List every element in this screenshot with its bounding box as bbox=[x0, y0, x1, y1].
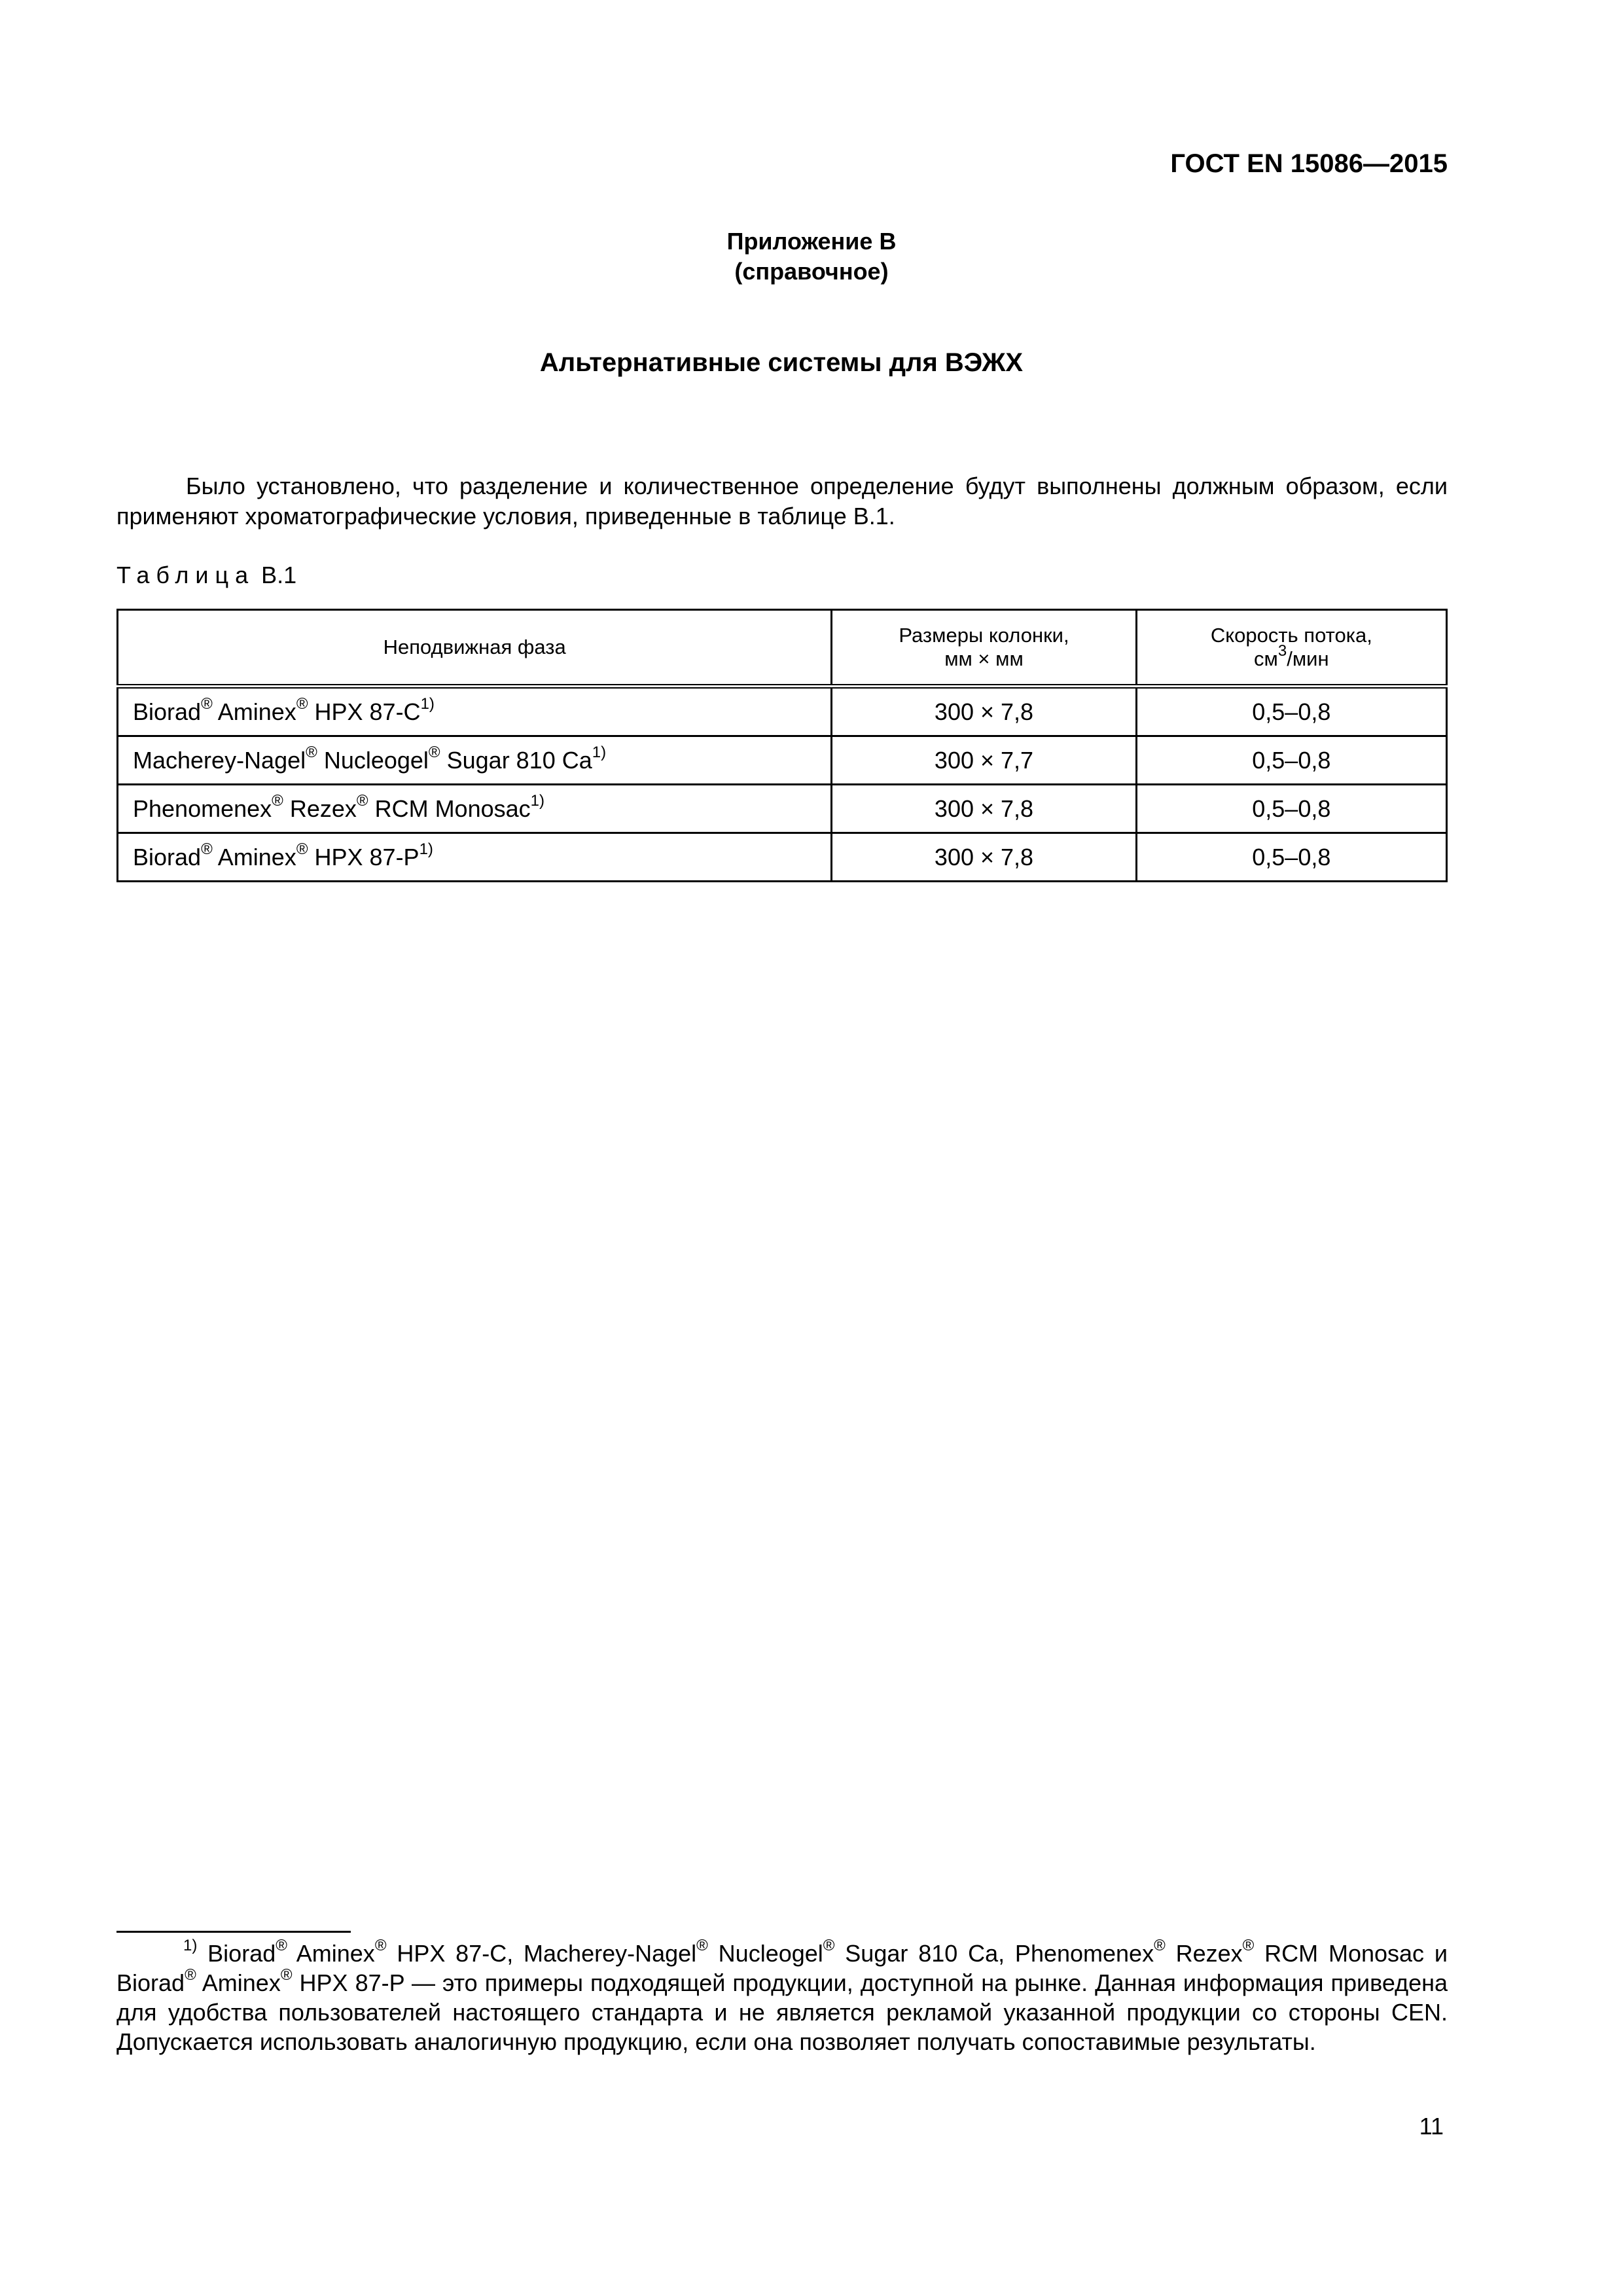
cell-column-dimensions: 300 × 7,7 bbox=[832, 736, 1136, 785]
cell-flow-rate: 0,5–0,8 bbox=[1136, 736, 1446, 785]
header-stationary-phase: Неподвижная фаза bbox=[118, 610, 832, 687]
header-column-dimensions: Размеры колонки, мм × мм bbox=[832, 610, 1136, 687]
footnote: $^{1)}$ Biorad® Aminex® HPX 87-C, Macherey-Nagel® Nucleogel® Sugar 810 Ca, Phenomenex® Rezex® RCM Monosac и Biorad® Aminex® HPX 87-P — это примеры подходящей продукции, доступной на рынке. Данная информация приведена для удобства пользователей настоящего стандарта и не является рекламой указанной продукции со стороны CEN. Допускается использовать аналогичную продукцию, если она позволяет получать сопоставимые результаты. bbox=[116, 1937, 1448, 2055]
cell-stationary-phase: Macherey-Nagel® Nucleogel® Sugar 810 Ca$^{1)}$ bbox=[118, 736, 832, 785]
cell-column-dimensions: 300 × 7,8 bbox=[832, 785, 1136, 833]
table-row bbox=[118, 785, 1447, 833]
cell-stationary-phase: Biorad® Aminex® HPX $87-P^{1)}$ bbox=[118, 833, 832, 882]
annex-title-line2: (справочное) bbox=[734, 258, 889, 285]
table-header-row bbox=[118, 610, 1447, 687]
annex-title-line1: Приложение В bbox=[726, 228, 897, 255]
section-title: Альтернативные системы для ВЭЖХ bbox=[539, 348, 1024, 377]
footnote-marker: 1) bbox=[183, 1937, 198, 1954]
annex-heading bbox=[0, 226, 1623, 287]
cell-flow-rate: 0,5–0,8 bbox=[1136, 833, 1446, 882]
table-row bbox=[118, 687, 1447, 736]
cell-stationary-phase: Phenomenex® Rezex® RCM Monosac$^{1)}$ bbox=[118, 785, 832, 833]
table-row bbox=[118, 833, 1447, 882]
table-caption-number: В.1 bbox=[261, 562, 297, 588]
table-caption bbox=[116, 562, 296, 589]
footnote-divider bbox=[116, 1931, 351, 1933]
cell-column-dimensions: 300 × 7,8 bbox=[832, 687, 1136, 736]
table-row bbox=[118, 736, 1447, 785]
table-body bbox=[118, 687, 1447, 882]
cell-flow-rate: 0,5–0,8 bbox=[1136, 687, 1446, 736]
table-caption-word: Таблица bbox=[116, 562, 255, 588]
document-code: ГОСТ EN 15086—2015 bbox=[1170, 149, 1448, 178]
cell-column-dimensions: 300 × 7,8 bbox=[832, 833, 1136, 882]
page-number: 11 bbox=[1419, 2113, 1444, 2140]
cell-stationary-phase: Biorad® Aminex® HPX $87-C^{1)}$ bbox=[118, 687, 832, 736]
data-table bbox=[116, 609, 1448, 882]
cell-flow-rate: 0,5–0,8 bbox=[1136, 785, 1446, 833]
body-paragraph: Было установлено, что разделение и количественное определение будут выполнены должным образом, если применяют хроматографические условия, приведенные в таблице В.1. bbox=[116, 473, 1448, 529]
header-flow-rate: Скорость потока, $см^3$/мин bbox=[1136, 610, 1446, 687]
